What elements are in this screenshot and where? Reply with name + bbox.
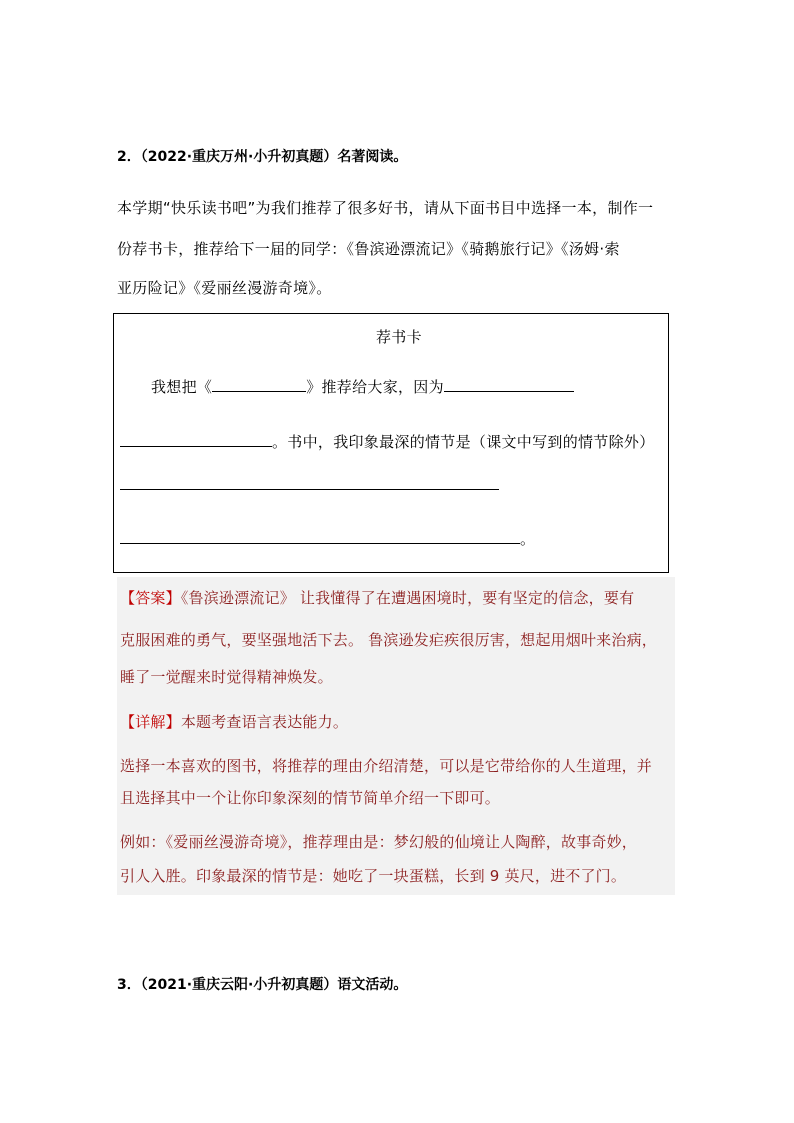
question-2-line-2: 份荐书卡，推荐给下一届的同学：《鲁滨逊漂流记》《骑鹅旅行记》《汤姆·索: [117, 240, 620, 258]
reason-blank-1[interactable]: [444, 377, 574, 392]
card-line-2: [120, 431, 655, 452]
recommendation-card: [113, 313, 669, 573]
question-2-line-3: 亚历险记》《爱丽丝漫游奇境》。: [117, 279, 332, 297]
card-line-1: [151, 376, 574, 397]
answer-line-2: 克服困难的勇气，要坚强地活下去。 鲁滨逊发疟疾很厉害，想起用烟叶来治病，: [120, 631, 657, 649]
detail-line-4: 例如：《爱丽丝漫游奇境》，推荐理由是：梦幻般的仙境让人陶醉，故事奇妙，: [120, 833, 638, 851]
question-2-line-1: 本学期“快乐读书吧”为我们推荐了很多好书，请从下面书目中选择一本，制作一: [117, 199, 654, 217]
card-line-1-middle: 》推荐给大家，因为: [306, 378, 444, 396]
card-line-1-start: 我想把《: [151, 378, 213, 396]
plot-blank-line-1[interactable]: [120, 489, 499, 490]
answer-text-1: 《鲁滨逊漂流记》 让我懂得了在遭遇困境时，要有坚定的信念，要有: [180, 589, 635, 607]
detail-line-2: 选择一本喜欢的图书，将推荐的理由介绍清楚，可以是它带给你的人生道理，并: [120, 757, 653, 775]
answer-line-3: 睡了一觉醒来时觉得精神焕发。: [120, 668, 333, 686]
detail-line-5: 引人入胜。印象最深的情节是：她吃了一块蛋糕，长到 9 英尺，进不了门。: [120, 867, 627, 885]
detail-line-1: [120, 711, 348, 732]
answer-line-1: [120, 587, 634, 608]
question-3-title: 3．（2021·重庆云阳·小升初真题）语文活动。: [117, 977, 408, 993]
plot-blank-line-2[interactable]: [120, 543, 520, 544]
reason-blank-2[interactable]: [120, 432, 272, 447]
detail-line-3: 且选择其中一个让你印象深刻的情节简单介绍一下即可。: [120, 789, 501, 807]
detail-first-text: 本题考查语言表达能力。: [180, 713, 349, 731]
answer-tag: 【答案】: [120, 589, 181, 607]
book-title-blank[interactable]: [212, 377, 306, 392]
card-line-2-text: 。书中，我印象最深的情节是（课文中写到的情节除外）: [272, 433, 655, 451]
answer-section: [117, 577, 675, 895]
card-title: 荐书卡: [376, 328, 422, 346]
detail-tag: 【详解】: [120, 713, 181, 731]
card-line-4-end: 。: [520, 530, 536, 548]
question-2-title: 2．（2022·重庆万州·小升初真题）名著阅读。: [117, 149, 408, 165]
